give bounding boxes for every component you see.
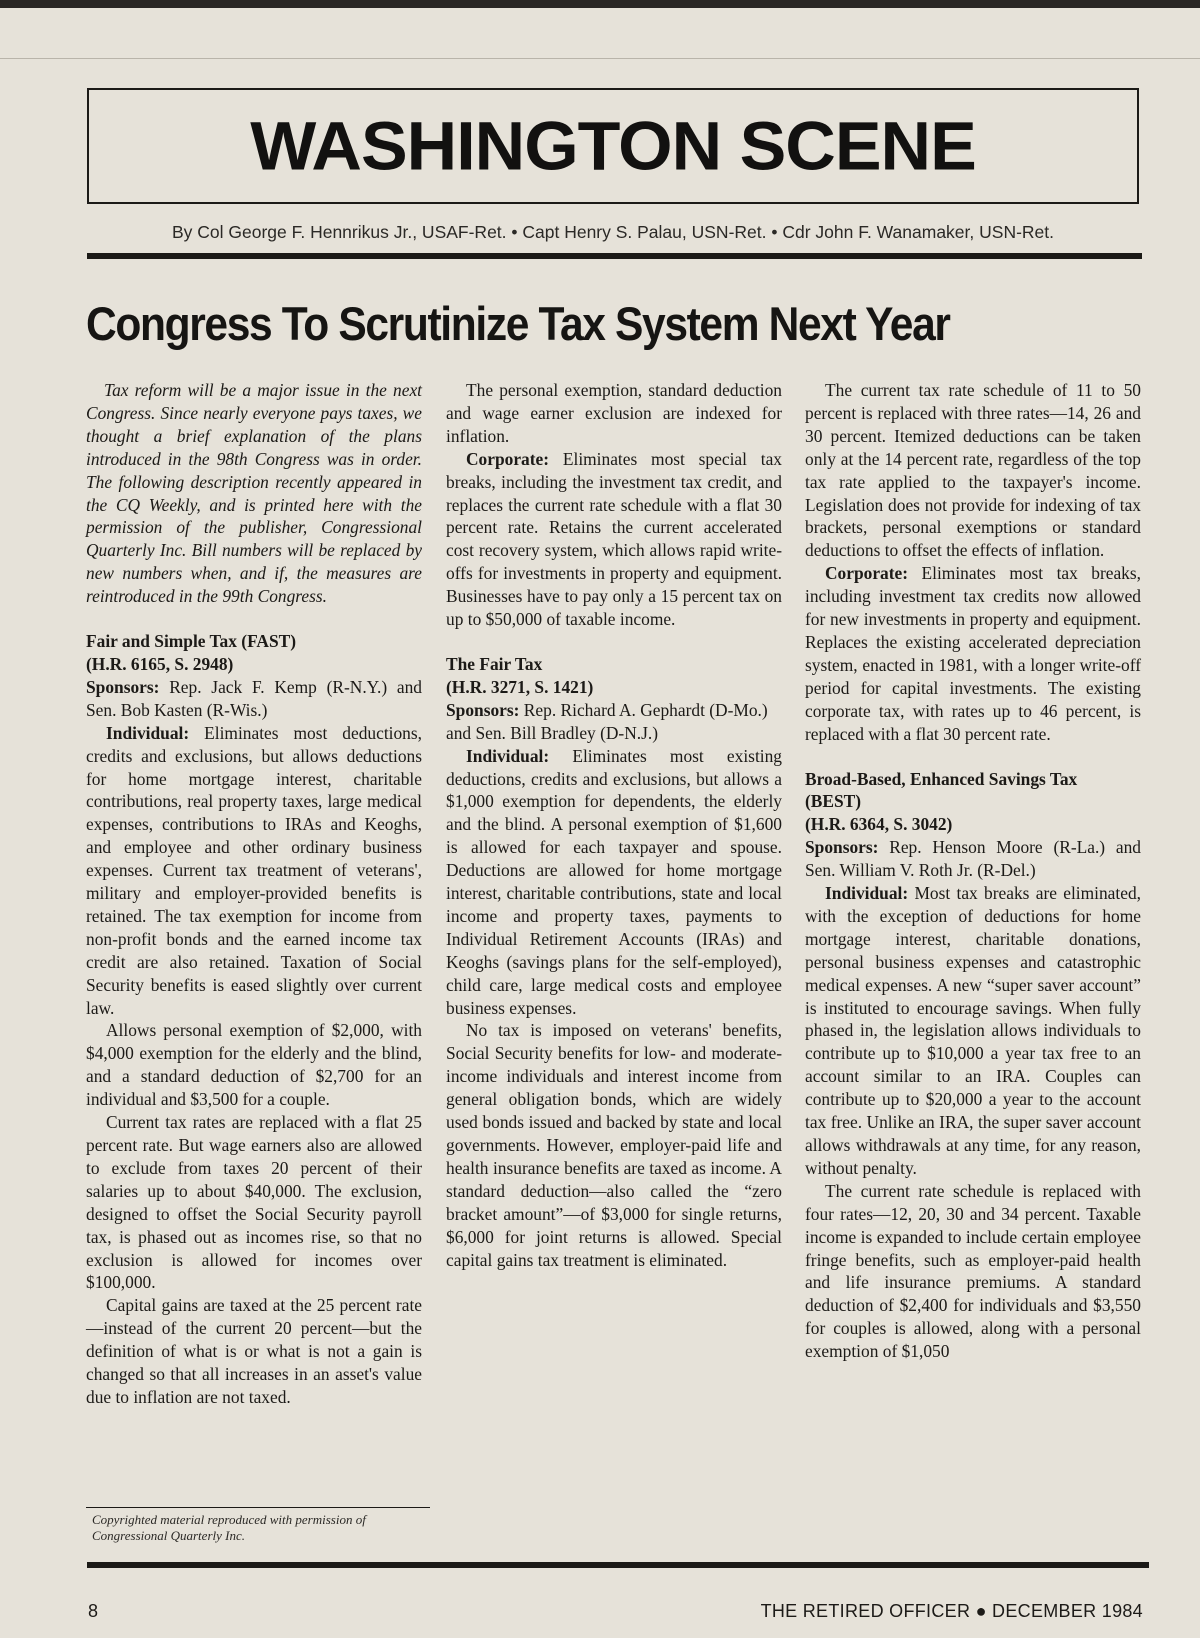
fair-tax-bill-numbers: (H.R. 3271, S. 1421) (446, 676, 594, 697)
best-bill-numbers: (H.R. 6364, S. 3042) (805, 814, 953, 835)
fair-tax-individual (446, 745, 782, 1020)
individual-label: Individual: (825, 883, 909, 904)
fair-tax-sponsors (446, 699, 782, 745)
best-paragraph-rates: The current rate schedule is replaced with four rates—12, 20, 30 and 34 percent. Taxable income is expanded to include certain employee fringe benefits, such as employer-paid health and life insurance premiums. A standard deduction of $2,400 for individuals and $3,550 for couples is allowed, along with a personal exemption of $1,050 (805, 1180, 1141, 1362)
top-rule (0, 58, 1200, 59)
best-sponsors-text: Rep. Henson Moore (R-La.) and Sen. William V. Roth Jr. (R-Del.) (805, 837, 1141, 881)
sponsors-label: Sponsors: (86, 676, 160, 697)
fair-tax-paragraph-rates: The current tax rate schedule of 11 to 50 percent is replaced with three rates—14, 26 and 30 percent. Itemized deductions can be taken only at the 14 percent rate, regardless of the top tax rate applied to the taxpayer's income. Legislation does not provide for indexing of tax brackets, personal exemptions or standard deductions to offset the effects of inflation. (805, 380, 1141, 561)
individual-label: Individual: (466, 745, 550, 766)
article-headline: Congress To Scrutinize Tax System Next Year (86, 297, 950, 350)
column-1 (86, 379, 422, 1409)
top-dark-band (0, 0, 1200, 8)
fast-corporate (446, 448, 782, 631)
publication-footer: THE RETIRED OFFICER ● DECEMBER 1984 (760, 1601, 1143, 1621)
fast-paragraph-capital-gains: Capital gains are taxed at the 25 percent rate—instead of the current 20 percent—but the definition of what is or what is not a gain is changed so that all increases in an asset's value due to inflation are not taxed. (86, 1295, 422, 1407)
fast-paragraph-indexing: The personal exemption, standard deduction and wage earner exclusion are indexed for inflation. (446, 380, 782, 446)
fair-tax-individual-text: Eliminates most existing deductions, credits and exclusions, but allows a $1,000 exemption for dependents, the elderly and the blind. A personal exemption of $1,600 is allowed for each taxpayer and spouse. Deductions are allowed for home mortgage interest, charitable contributions, state and local income and property taxes, payments to Individual Retirement Accounts (IRAs) and Keoghs (savings plans for the self-employed), child care, large medical costs and employee business expenses. (446, 745, 782, 1018)
fast-paragraph-rates: Current tax rates are replaced with a flat 25 percent rate. But wage earners also are allowed to exclude from taxes 20 percent of their salaries up to about $40,000. The exclusion, designed to offset the Social Security payroll tax, is phased out as incomes rise, so that no exclusion is allowed for incomes over $100,000. (86, 1112, 422, 1293)
best-sponsors (805, 836, 1141, 882)
column-3 (805, 379, 1141, 1363)
fast-bill-numbers: (H.R. 6165, S. 2948) (86, 653, 234, 674)
credit-rule (86, 1507, 430, 1508)
fast-individual-text: Eliminates most deductions, credits and exclusions, but allows deductions for home mortgage interest, charitable contributions, real property taxes, large medical expenses, contributions to IRAs and Keoghs, and employee and other ordinary business expenses. Current tax treatment of veterans', military and employer-provided benefits is retained. The tax exemption for income from non-profit bonds and the earned income tax credit are also retained. Taxation of Social Security benefits is eased slightly over current law. (86, 722, 422, 1018)
corporate-label: Corporate: (825, 563, 909, 584)
page-number: 8 (88, 1601, 99, 1621)
fast-paragraph-exemption: Allows personal exemption of $2,000, with $4,000 exemption for the elderly and the blind, and a standard deduction of $2,700 for an individual and $3,500 for a couple. (86, 1020, 422, 1110)
fast-sponsors-text: Rep. Jack F. Kemp (R-N.Y.) and Sen. Bob Kasten (R-Wis.) (86, 676, 422, 720)
intro-paragraph: Tax reform will be a major issue in the next Congress. Since nearly everyone pays taxes, we thought a brief explanation of the plans introduced in the 98th Congress was in order. The following description recently appeared in the CQ Weekly, and is printed here with the permission of the publisher, Congressional Quarterly Inc. Bill numbers will be replaced by new numbers when, and if, the measures are reintroduced in the 99th Congress. (86, 380, 422, 607)
sponsors-label: Sponsors: (805, 837, 879, 858)
fair-tax-corporate-text: Eliminates most tax breaks, including investment tax credits now allowed for new investments in property and equipment. Replaces the existing accelerated depreciation system, enacted in 1981, with a longer write-off period for capital investments. The existing corporate tax, with rates up to 46 percent, is replaced with a flat 30 percent rate. (805, 563, 1141, 744)
masthead-rule (87, 253, 1142, 259)
fair-tax-corporate (805, 562, 1141, 745)
best-individual-text: Most tax breaks are eliminated, with the exception of deductions for home mortgage interest, charitable donations, personal business expenses and catastrophic medical expenses. A new “super saver account” is instituted to encourage savings. When fully phased in, the legislation allows individuals to contribute up to $10,000 a year tax free to an account similar to an IRA. Couples can contribute up to $20,000 a year to the account tax free. Unlike an IRA, the super saver account allows withdrawals at any time, for any reason, without penalty. (805, 883, 1141, 1178)
copyright-credit: Copyrighted material reproduced with permission of Congressional Quarterly Inc. (92, 1512, 366, 1543)
byline: By Col George F. Hennrikus Jr., USAF-Ret. • Capt Henry S. Palau, USN-Ret. • Cdr John F. Wanamaker, USN-Ret. (171, 222, 1055, 242)
best-individual (805, 882, 1141, 1180)
best-acronym: (BEST) (805, 791, 862, 812)
masthead-box (87, 88, 1139, 204)
masthead-title: WASHINGTON SCENE (250, 107, 976, 185)
corporate-label: Corporate: (466, 448, 550, 469)
fast-sponsors (86, 676, 422, 722)
best-heading: Broad-Based, Enhanced Savings Tax (805, 768, 1078, 789)
fair-tax-paragraph-benefits: No tax is imposed on veterans' benefits, Social Security benefits for low- and moderate-income individuals and interest income from general obligation bonds, which are widely used bonds issued and backed by state and local governments. However, employer-paid life and health insurance benefits are taxed as income. A standard deduction—also called the “zero bracket amount”—of $3,000 for single returns, $6,000 for joint returns is allowed. Special capital gains tax treatment is eliminated. (446, 1020, 782, 1270)
individual-label: Individual: (106, 722, 190, 743)
fair-tax-heading: The Fair Tax (446, 653, 543, 674)
sponsors-label: Sponsors: (446, 699, 520, 720)
fast-corporate-text: Eliminates most special tax breaks, including the investment tax credit, and replaces the current rate schedule with a flat 30 percent rate. Retains the current accelerated cost recovery system, which allows rapid write-offs for investments in property and equipment. Businesses have to pay only a 15 percent tax on up to $50,000 of taxable income. (446, 448, 782, 630)
column-2-body (446, 379, 782, 1271)
fair-tax-sponsors-text: Rep. Richard A. Gephardt (D-Mo.) and Sen. Bill Bradley (D-N.J.) (446, 699, 768, 743)
fast-heading: Fair and Simple Tax (FAST) (86, 631, 297, 652)
fast-individual (86, 722, 422, 1020)
footer-rule (87, 1562, 1149, 1568)
